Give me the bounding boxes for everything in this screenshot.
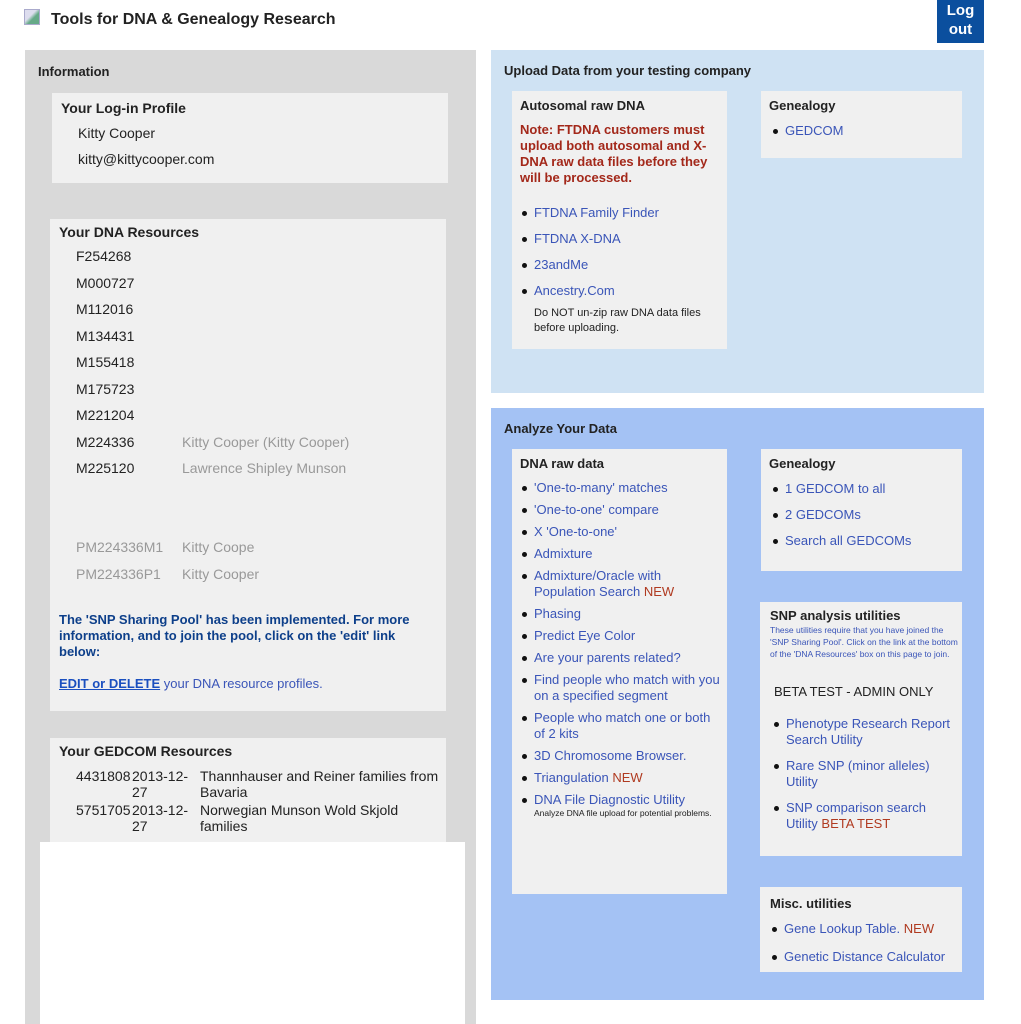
kit-id: M155418	[76, 354, 135, 371]
misc-utilities-title: Misc. utilities	[770, 896, 852, 911]
analysis-link[interactable]	[520, 710, 720, 742]
kit-id: M175723	[76, 380, 135, 397]
link-label[interactable]: Rare SNP (minor alleles) Utility	[786, 758, 930, 789]
link-label[interactable]: 'One-to-one' compare	[534, 502, 659, 517]
upload-link[interactable]	[520, 257, 725, 273]
gedcom-resources-box	[50, 738, 446, 842]
blank-area	[40, 842, 465, 1024]
gedcom-analysis-link[interactable]	[771, 533, 911, 549]
dna-resource-row	[76, 349, 436, 376]
analysis-link[interactable]	[520, 672, 720, 704]
gedcom-row	[76, 802, 446, 834]
snp-utilities-box	[760, 602, 962, 856]
link-label[interactable]: Gene Lookup Table.	[784, 921, 901, 936]
link-label[interactable]: 2 GEDCOMs	[785, 507, 861, 522]
dna-resource-row	[76, 270, 436, 297]
gedcom-row	[76, 768, 446, 800]
analysis-link[interactable]	[520, 502, 720, 518]
kit-name: Lawrence Shipley Munson	[182, 460, 347, 477]
gedcom-date: 2013-12-27	[132, 802, 189, 834]
gedcom-id: 4431808	[76, 768, 131, 784]
gedcom-analysis-link[interactable]	[771, 481, 911, 497]
upload-link[interactable]	[520, 205, 725, 221]
dna-resource-row	[76, 429, 436, 456]
kit-name: Kitty Coope	[182, 539, 255, 556]
analysis-link[interactable]	[520, 628, 720, 644]
dna-resource-row	[76, 323, 436, 350]
upload-genealogy-title: Genealogy	[769, 98, 836, 113]
link-label[interactable]: 1 GEDCOM to all	[785, 481, 886, 496]
autosomal-title: Autosomal raw DNA	[520, 98, 645, 113]
link-label[interactable]: 23andMe	[534, 257, 589, 272]
analyze-genealogy-title: Genealogy	[769, 456, 836, 471]
upload-title: Upload Data from your testing company	[504, 63, 752, 78]
dna-resource-row	[76, 455, 436, 482]
link-label[interactable]: 3D Chromosome Browser.	[534, 748, 687, 763]
dna-resources-title: Your DNA Resources	[59, 224, 200, 240]
beta-admin-label: BETA TEST - ADMIN ONLY	[774, 684, 934, 699]
snp-utility-link[interactable]	[772, 716, 957, 748]
link-label[interactable]: Are your parents related?	[534, 650, 681, 665]
kit-id: M134431	[76, 327, 135, 344]
gedcom-date: 2013-12-27	[132, 768, 189, 800]
kit-id: M112016	[76, 301, 134, 318]
kit-id: F254268	[76, 248, 132, 265]
kit-id: M224336	[76, 433, 135, 450]
kit-name: Kitty Cooper (Kitty Cooper)	[182, 433, 350, 450]
link-label[interactable]: 'One-to-many' matches	[534, 480, 668, 495]
dna-raw-data-title: DNA raw data	[520, 456, 605, 471]
edit-delete-link[interactable]: EDIT or DELETE	[59, 676, 161, 691]
analysis-link[interactable]	[520, 568, 720, 600]
snp-utility-link[interactable]	[772, 800, 957, 832]
dna-resource-row	[76, 561, 436, 588]
link-label[interactable]: FTDNA X-DNA	[534, 231, 621, 246]
link-label[interactable]: Ancestry.Com	[534, 283, 615, 298]
analysis-link[interactable]	[520, 480, 720, 496]
dna-resource-row	[76, 243, 436, 270]
login-profile-title: Your Log-in Profile	[61, 100, 186, 116]
profile-email: kitty@kittycooper.com	[78, 151, 215, 167]
edit-suffix-text: your DNA resource profiles.	[160, 676, 323, 691]
kit-id: M221204	[76, 407, 135, 424]
upload-link[interactable]	[520, 283, 725, 299]
dna-raw-data-box	[512, 449, 727, 894]
dna-resource-row	[76, 376, 436, 403]
link-label[interactable]: Triangulation	[534, 770, 609, 785]
analysis-link[interactable]	[520, 792, 720, 819]
gedcom-analysis-link[interactable]	[771, 507, 911, 523]
link-label[interactable]: Admixture/Oracle with Population Search	[534, 568, 662, 599]
information-title: Information	[38, 64, 110, 79]
analysis-link[interactable]	[520, 524, 720, 540]
dna-resource-row	[76, 296, 436, 323]
gedcom-desc: Thannhauser and Reiner families from Bavaria	[200, 768, 439, 800]
dna-resource-row	[76, 402, 436, 429]
link-label[interactable]: Admixture	[534, 546, 593, 561]
analysis-link[interactable]	[520, 606, 720, 622]
login-profile-box	[52, 93, 448, 183]
dna-resources-box	[50, 219, 446, 711]
kit-id: M000727	[76, 274, 135, 291]
new-badge: NEW	[903, 921, 935, 936]
link-label[interactable]: People who match one or both of 2 kits	[534, 710, 711, 741]
dna-resource-row	[76, 534, 436, 561]
link-label[interactable]: Phenotype Research Report Search Utility	[786, 716, 951, 747]
link-label[interactable]: GEDCOM	[785, 123, 844, 138]
new-badge: BETA TEST	[821, 816, 891, 831]
broken-image-icon	[24, 9, 40, 25]
analyze-title: Analyze Your Data	[504, 421, 617, 436]
link-label[interactable]: FTDNA Family Finder	[534, 205, 659, 220]
link-label[interactable]: Predict Eye Color	[534, 628, 636, 643]
link-label[interactable]: Search all GEDCOMs	[785, 533, 912, 548]
kit-id: PM224336M1	[76, 539, 164, 556]
kit-id: PM224336P1	[76, 565, 161, 582]
link-label[interactable]: Genetic Distance Calculator	[784, 949, 946, 964]
snp-utility-link[interactable]	[772, 758, 957, 790]
snp-pool-note: The 'SNP Sharing Pool' has been implemented. For more information, and to join the pool, click on the 'edit' link below:	[59, 612, 410, 659]
kit-name: Kitty Cooper	[182, 565, 260, 582]
link-label[interactable]: SNP comparison search Utility	[786, 800, 926, 831]
misc-utilities-box	[760, 887, 962, 972]
autosomal-box	[512, 91, 727, 349]
link-subtext: Analyze DNA file upload for potential problems.	[534, 808, 712, 818]
analysis-link[interactable]	[520, 770, 720, 786]
gedcom-desc: Norwegian Munson Wold Skjold families	[200, 802, 399, 834]
analysis-link[interactable]	[520, 546, 720, 562]
analysis-link[interactable]	[520, 748, 720, 764]
misc-utility-link[interactable]	[770, 949, 965, 965]
link-label[interactable]: Phasing	[534, 606, 581, 621]
new-badge: NEW	[643, 584, 675, 599]
link-label[interactable]: DNA File Diagnostic Utility	[534, 792, 685, 807]
link-label[interactable]: Find people who match with you on a specified segment	[534, 672, 720, 703]
kit-id: M225120	[76, 460, 135, 477]
ftdna-note: Note: FTDNA customers must upload both autosomal and X-DNA raw data files before they will be processed.	[520, 122, 708, 185]
upload-link[interactable]	[520, 231, 725, 247]
upload-genealogy-box	[761, 91, 962, 158]
snp-utilities-note: These utilities require that you have joined the 'SNP Sharing Pool'. Click on the link at the bottom of the 'DNA Resources' box on this page to join.	[770, 625, 958, 659]
analyze-genealogy-box	[761, 449, 962, 571]
new-badge: NEW	[612, 770, 643, 785]
unzip-hint: Do NOT un-zip raw DNA data files before uploading.	[534, 307, 701, 334]
analysis-link[interactable]	[520, 650, 720, 666]
snp-utilities-title: SNP analysis utilities	[770, 608, 901, 623]
page-title: Tools for DNA & Genealogy Research	[51, 11, 336, 28]
misc-utility-link[interactable]	[770, 921, 965, 937]
gedcom-id: 5751705	[76, 802, 131, 818]
link-label[interactable]: X 'One-to-one'	[534, 524, 618, 539]
gedcom-resources-title: Your GEDCOM Resources	[59, 743, 233, 759]
profile-name: Kitty Cooper	[78, 125, 156, 141]
logout-button[interactable]: Log out	[937, 0, 984, 43]
upload-gedcom-link[interactable]	[771, 123, 844, 139]
